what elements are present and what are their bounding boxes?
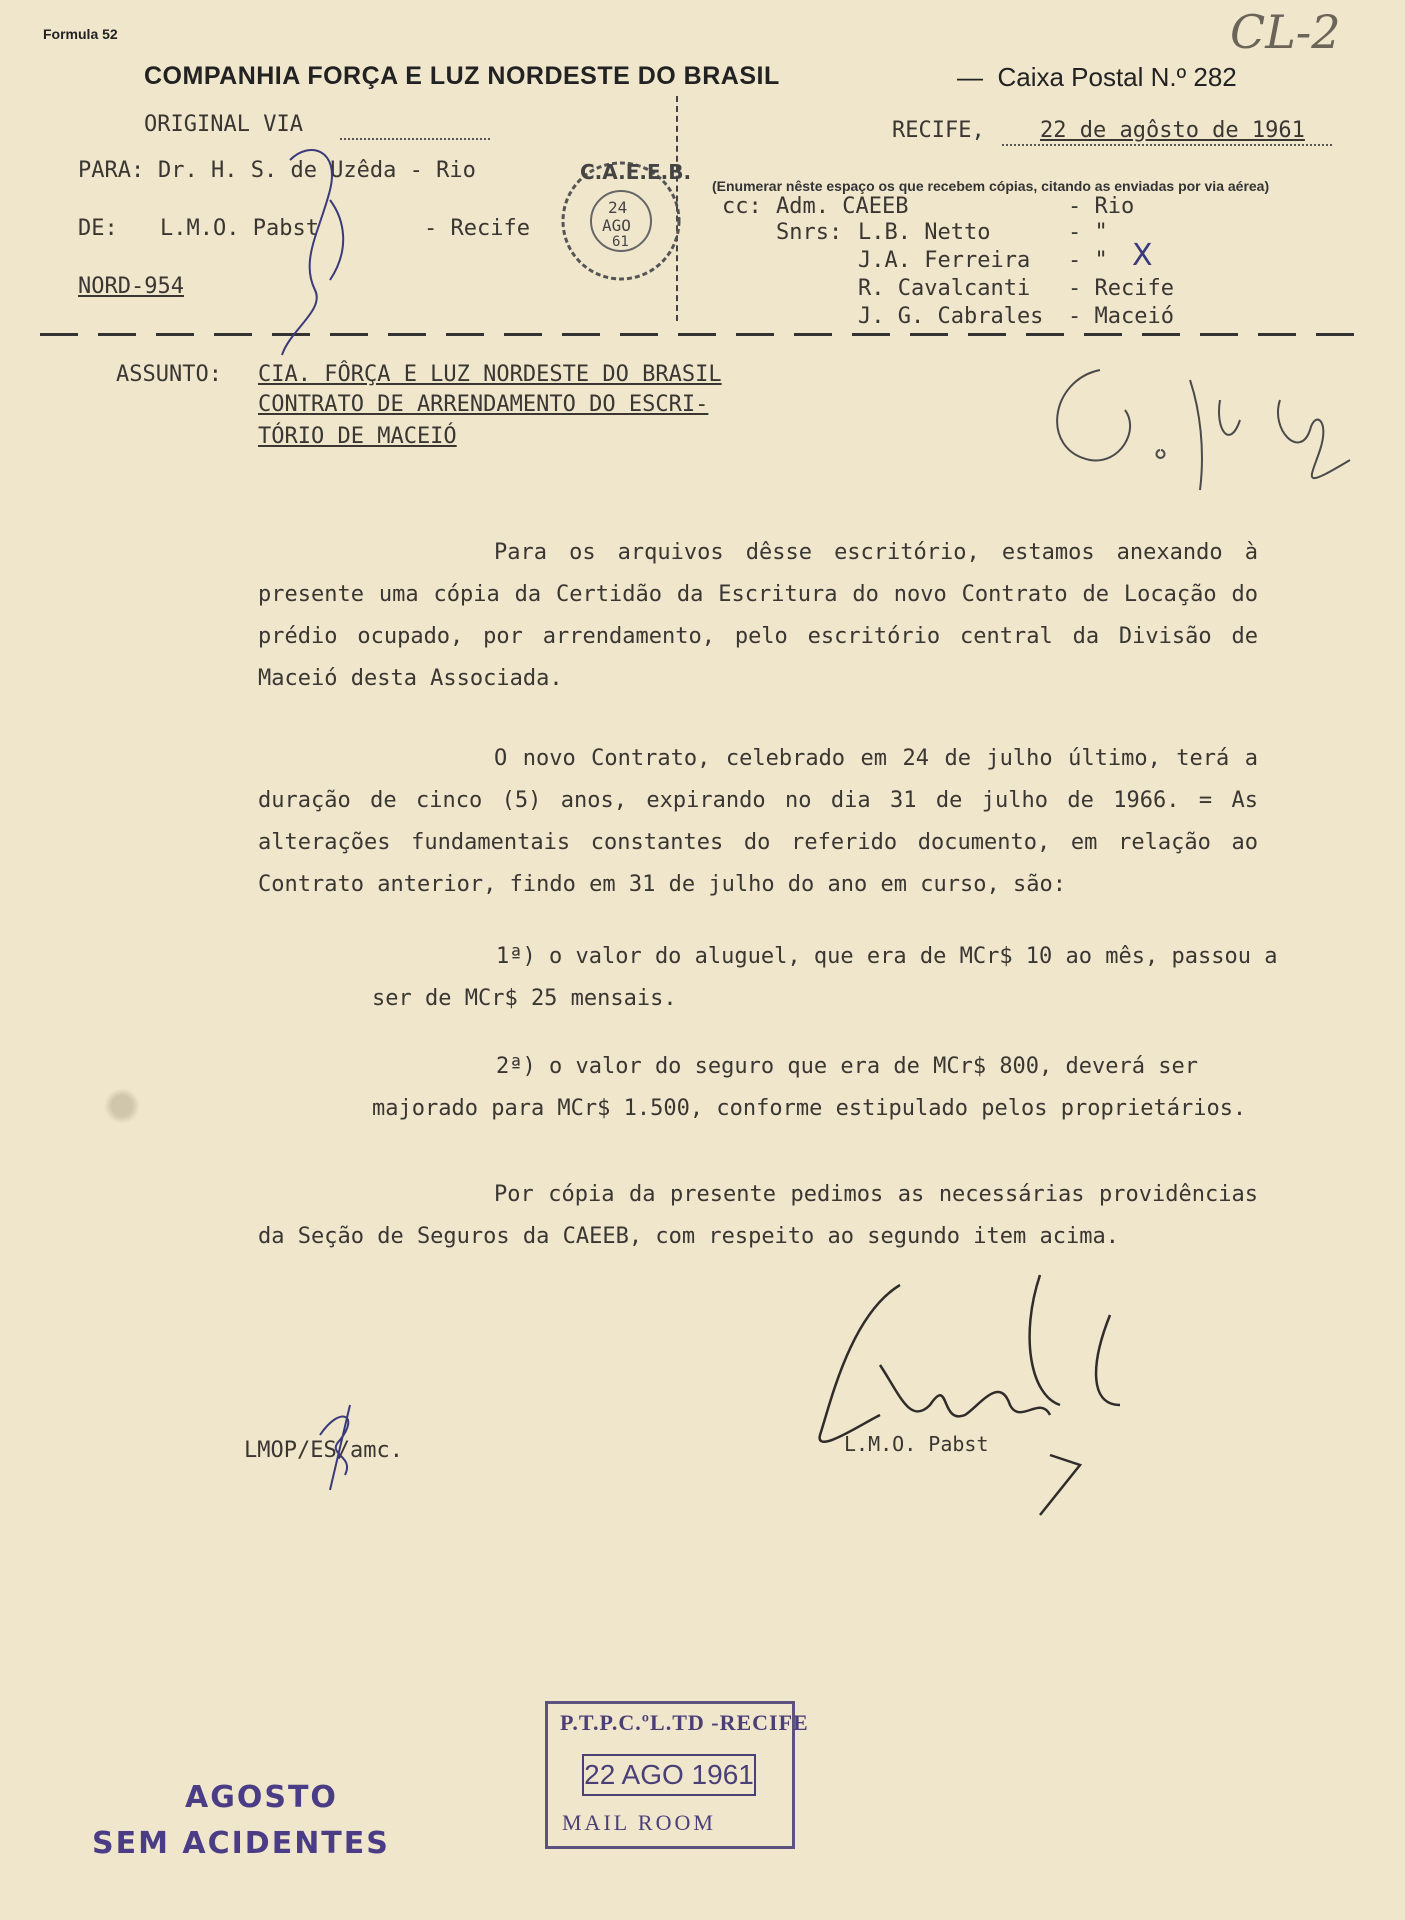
typist-initials: LMOP/ES/amc. [244,1438,403,1463]
initials-scribble-icon [310,1395,370,1495]
de-label: DE: [78,216,118,241]
para-value: Dr. H. S. de Uzêda - Rio [158,158,476,183]
postmark-day: 24 [608,198,628,217]
cc-dest-0: - Rio [1068,194,1135,219]
assunto-line-1: CIA. FÔRÇA E LUZ NORDESTE DO BRASIL [258,362,722,387]
date-line [1002,144,1332,146]
copies-note: (Enumerar nêste espaço os que recebem cópias, citando as enviadas por via aérea) [712,178,1270,194]
de-value: L.M.O. Pabst [160,216,319,241]
cc-check-mark: X [1132,238,1153,273]
original-via: ORIGINAL VIA [144,112,303,137]
cc-name-1: L.B. Netto [858,220,991,245]
item-1-text: 1ª) o valor do aluguel, que era de MCr$ 10 ao mês, passou a ser de MCr$ 25 mensais. [372,944,1278,1011]
safety-stamp-line-1: AGOSTO [185,1780,338,1815]
company-name: COMPANHIA FORÇA E LUZ NORDESTE DO BRASIL [144,62,780,90]
body-paragraph-1 [258,532,1258,742]
assunto-label: ASSUNTO: [116,362,222,387]
header-dash: — [957,62,983,92]
postmark-text: C.A.E.E.B. [580,160,692,184]
de-city: - Recife [424,216,530,241]
reference-number: NORD-954 [78,274,184,299]
cc-dest-2: - " [1068,248,1108,273]
cc-name-3: R. Cavalcanti [858,276,1031,301]
city: RECIFE, [892,118,985,143]
postmark-month: AGO [602,216,631,235]
item-1 [372,936,1292,1050]
safety-stamp-line-2: SEM ACIDENTES [92,1826,390,1861]
mail-stamp-date: 22 AGO 1961 [582,1754,756,1796]
caixa-postal-text: Caixa Postal N.º 282 [997,62,1237,92]
punch-hole-mark [104,1088,140,1124]
paragraph-3-text: Por cópia da presente pedimos as necessárias providências da Seção de Seguros da CAEEB, com respeito ao segundo item acima. [258,1182,1258,1249]
main-signature-icon [790,1255,1160,1535]
item-2 [372,1046,1292,1160]
letter-date: 22 de agôsto de 1961 [1040,118,1305,143]
assunto-line-2: CONTRATO DE ARRENDAMENTO DO ESCRI- [258,392,709,417]
form-number: Formula 52 [43,26,118,42]
cc-name-4: J. G. Cabrales [858,304,1044,329]
postmark [556,156,692,286]
item-2-text: 2ª) o valor do seguro que era de MCr$ 800, deverá ser majorado para MCr$ 1.500, conforme estipulado pelos proprietários. [372,1054,1247,1121]
mail-stamp-line-3: MAIL ROOM [562,1810,716,1835]
body-paragraph-2 [258,738,1258,948]
cc-dest-1: - " [1068,220,1108,245]
header-dashed-rule [40,333,1360,336]
signer-name: L.M.O. Pabst [844,1432,989,1456]
paragraph-2-text: O novo Contrato, celebrado em 24 de julho último, terá a duração de cinco (5) anos, expirando no dia 31 de julho de 1966. = As alterações fundamentais constantes do referido documento, em relação ao Contrato anterior, findo em 31 de julho do ano em curso, são: [258,746,1258,897]
header-initials-signature-icon [270,130,360,360]
cc-dest-4: - Maceió [1068,304,1174,329]
mail-room-stamp [545,1701,809,1849]
cc-name-0: Adm. CAEEB [776,194,909,219]
handwritten-initials-icon [1030,340,1390,510]
mail-stamp-line-1: P.T.P.C.ºL.TD -RECIFE [560,1710,809,1735]
cc-name-2: J.A. Ferreira [858,248,1031,273]
paragraph-1-text: Para os arquivos dêsse escritório, estamos anexando à presente uma cópia da Certidão da Escritura do novo Contrato de Locação do prédio ocupado, por arrendamento, pelo escritório central da Divisão de Maceió desta Associada. [258,540,1258,691]
caixa-postal [957,62,1237,93]
corner-handwritten-mark: CL-2 [1230,5,1341,59]
original-via-line [340,138,490,140]
para-label: PARA: [78,158,145,183]
cc-prefix-1: Snrs: [776,220,843,245]
cc-dest-3: - Recife [1068,276,1174,301]
cc-prefix-0: cc: [722,194,762,219]
assunto-line-3: TÓRIO DE MACEIÓ [258,424,457,449]
postmark-year: 61 [612,234,629,250]
